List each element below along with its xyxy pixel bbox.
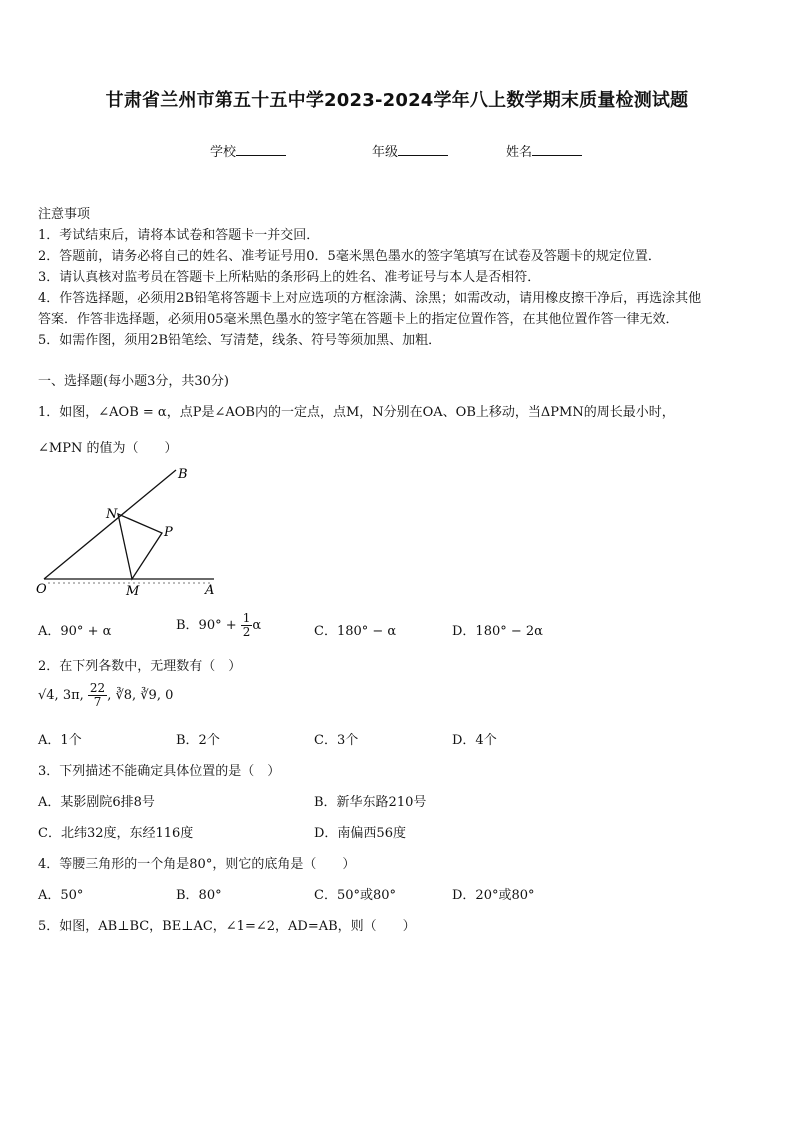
fraction-denominator: 2 [242,625,251,639]
q1-option-b[interactable] [176,612,261,639]
q3-option-d[interactable]: D．南偏西56度 [314,826,406,841]
label-b: B [178,467,188,482]
q1-option-a[interactable]: A．90° + α [38,624,112,639]
school-label: 学校 [210,145,237,160]
notice-item: 1．考试结束后，请将本试卷和答题卡一并交回． [38,228,320,243]
q2-option-a[interactable]: A．1个 [38,733,82,748]
q1-option-b-fraction [241,612,253,639]
exam-title: 甘肃省兰州市第五十五中学2023-2024学年八上数学期末质量检测试题 [105,90,689,111]
q1-option-c[interactable]: C．180° − α [314,624,397,639]
q2-option-d[interactable]: D．4个 [452,733,497,748]
notice-item: 3．请认真核对监考员在答题卡上所粘贴的条形码上的姓名、准考证号与本人是否相符． [38,270,541,285]
fraction-numerator: 1 [242,611,251,625]
name-field[interactable] [506,141,582,160]
q2-fraction [88,682,107,709]
name-label: 姓名 [506,145,533,160]
q4-option-b[interactable]: B．80° [176,888,222,903]
label-a: A [205,583,215,598]
q4-option-a[interactable]: A．50° [38,888,84,903]
name-blank[interactable] [532,143,582,156]
q3-option-b[interactable]: B．新华东路210号 [314,795,427,810]
question-3-stem: 3．下列描述不能确定具体位置的是（ ） [38,764,281,779]
label-m: M [126,584,140,599]
school-blank[interactable] [236,143,286,156]
fraction-denominator: 7 [93,695,102,709]
notice-item: 5．如需作图，须用2B铅笔绘、写清楚，线条、符号等须加黑、加粗． [38,333,442,348]
notice-item: 2．答题前，请务必将自己的姓名、准考证号用0．5毫米黑色墨水的签字笔填写在试卷及答题卡的规定位置． [38,249,661,264]
q1-option-d[interactable]: D．180° − 2α [452,624,543,639]
q2-expr-prefix: √4, 3π, [38,688,88,703]
triangle-pmn [118,514,162,579]
notice-item: 4．作答选择题，必须用2B铅笔将答题卡上对应选项的方框涂满、涂黑；如需改动，请用橡皮擦干净后，再选涂其他 [38,291,702,306]
notice-heading: 注意事项 [38,207,91,222]
q2-expr-suffix: , ∛8, ∛9, 0 [107,688,174,703]
grade-field[interactable] [372,141,448,160]
label-n: N [106,507,118,522]
question-5-stem: 5．如图，AB⊥BC，BE⊥AC，∠1=∠2，AD=AB，则（ ） [38,919,416,934]
q2-option-c[interactable]: C．3个 [314,733,359,748]
q1-option-b-prefix: B．90° + [176,618,241,633]
grade-blank[interactable] [398,143,448,156]
fraction-numerator: 22 [89,681,106,695]
q4-option-c[interactable]: C．50°或80° [314,888,397,903]
question-2-expression [38,682,173,709]
section-heading: 一、选择题(每小题3分，共30分) [38,374,229,389]
q3-option-c[interactable]: C．北纬32度，东经116度 [38,826,194,841]
question-2-stem: 2．在下列各数中，无理数有（ ） [38,659,242,674]
label-o: O [36,582,47,597]
label-p: P [164,525,173,540]
ray-ob [44,470,176,579]
question-1-stem: 1．如图，∠AOB = α，点P是∠AOB内的一定点，点M，N分别在OA、OB上移动，当ΔPMN的周长最小时， [38,405,675,420]
grade-label: 年级 [372,145,399,160]
notice-item: 答案．作答非选择题，必须用05毫米黑色墨水的签字笔在答题卡上的指定位置作答，在其他位置作答一律无效． [38,312,679,327]
q4-option-d[interactable]: D．20°或80° [452,888,535,903]
question-1-stem-cont: ∠MPN 的值为（ ） [38,441,178,456]
q2-option-b[interactable]: B．2个 [176,733,220,748]
question-4-stem: 4．等腰三角形的一个角是80°，则它的底角是（ ） [38,857,356,872]
q3-option-a[interactable]: A．某影剧院6排8号 [38,795,155,810]
question-1-figure [30,462,230,600]
q1-option-b-suffix: α [252,618,262,633]
school-field[interactable] [210,141,286,160]
